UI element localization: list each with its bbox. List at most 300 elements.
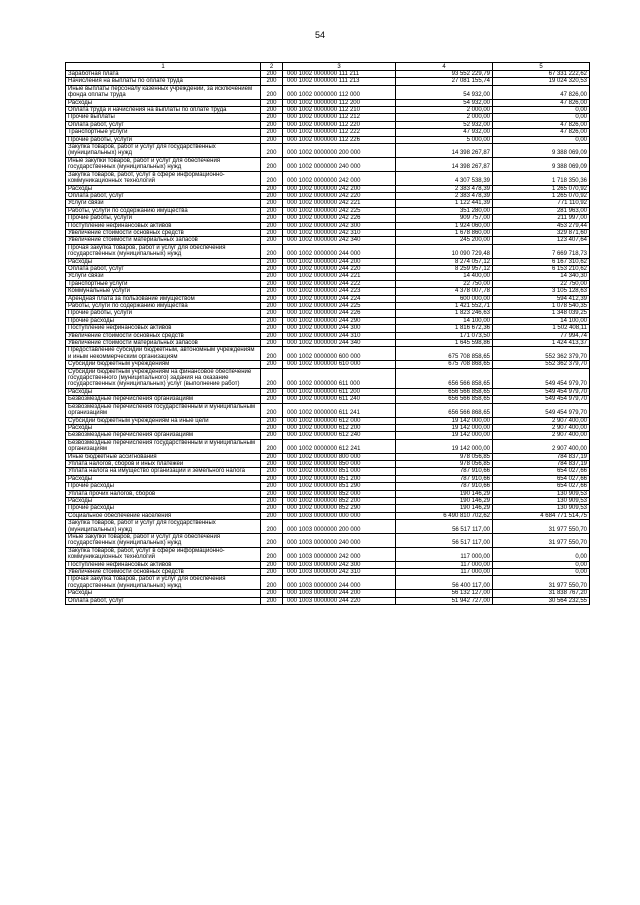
executed-amount: 552 362 379,70 [493, 347, 590, 361]
item-name: Оплата труда и начисления на выплаты по оплате труда [66, 107, 261, 114]
item-name: Оплата работ, услуг [66, 597, 261, 604]
line-code: 200 [261, 317, 283, 324]
item-name: Расходы [66, 388, 261, 395]
line-code: 200 [261, 229, 283, 236]
line-code: 200 [261, 107, 283, 114]
line-code: 200 [261, 207, 283, 214]
approved-amount: 1 678 860,00 [396, 229, 493, 236]
executed-amount: 549 454 979,70 [493, 388, 590, 395]
approved-amount: 117 000,00 [396, 569, 493, 576]
item-name: Иные закупки товаров, работ и услуг для обеспечения государственных (муниципальных) нужд [66, 157, 261, 171]
executed-amount: 31 977 550,70 [493, 520, 590, 534]
item-name: Увеличение стоимости материальных запасов [66, 237, 261, 244]
approved-amount: 19 142 000,00 [396, 424, 493, 431]
item-name: Расходы [66, 424, 261, 431]
budget-classification-code: 000 1002 0000000 244 290 [283, 317, 396, 324]
line-code: 200 [261, 597, 283, 604]
budget-classification-code: 000 1002 0000000 242 200 [283, 185, 396, 192]
budget-classification-code: 000 1003 0000000 000 000 [283, 512, 396, 519]
executed-amount: 0,00 [493, 114, 590, 121]
item-name: Прочие выплаты [66, 114, 261, 121]
item-name: Уплата налога на имущество организаций и земельного налога [66, 468, 261, 475]
executed-amount: 2 907 400,00 [493, 432, 590, 439]
line-code: 200 [261, 561, 283, 568]
executed-amount: 0,00 [493, 569, 590, 576]
line-code: 200 [261, 310, 283, 317]
approved-amount: 656 566 858,65 [396, 368, 493, 388]
item-name: Уплата налогов, сборов и иных платежей [66, 460, 261, 467]
line-code: 200 [261, 361, 283, 368]
approved-amount: 2 383 478,39 [396, 185, 493, 192]
approved-amount: 14 398 267,87 [396, 157, 493, 171]
budget-classification-code: 000 1002 0000000 112 212 [283, 114, 396, 121]
table-row [66, 258, 590, 265]
column-number: 2 [261, 63, 283, 71]
budget-classification-code: 000 1003 0000000 244 220 [283, 597, 396, 604]
executed-amount: 130 909,53 [493, 497, 590, 504]
table-row [66, 497, 590, 504]
executed-amount: 47 826,00 [493, 129, 590, 136]
executed-amount: 771 110,92 [493, 200, 590, 207]
line-code: 200 [261, 468, 283, 475]
table-row [66, 453, 590, 460]
approved-amount: 978 056,85 [396, 453, 493, 460]
approved-amount: 909 757,00 [396, 215, 493, 222]
executed-amount: 0,00 [493, 107, 590, 114]
approved-amount: 5 000,00 [396, 136, 493, 143]
table-row [66, 200, 590, 207]
executed-amount: 47 826,00 [493, 85, 590, 99]
executed-amount: 4 684 771 514,75 [493, 512, 590, 519]
table-row [66, 332, 590, 339]
table-row [66, 460, 590, 467]
approved-amount: 4 307 538,39 [396, 171, 493, 185]
line-code: 200 [261, 590, 283, 597]
line-code: 200 [261, 71, 283, 78]
line-code: 200 [261, 490, 283, 497]
executed-amount: 30 564 232,55 [493, 597, 590, 604]
executed-amount: 281 963,00 [493, 207, 590, 214]
line-code: 200 [261, 340, 283, 347]
line-code: 200 [261, 244, 283, 258]
approved-amount: 22 750,00 [396, 280, 493, 287]
line-code: 200 [261, 439, 283, 453]
line-code: 200 [261, 171, 283, 185]
executed-amount: 1 424 413,37 [493, 340, 590, 347]
executed-amount: 329 871,60 [493, 229, 590, 236]
table-row [66, 114, 590, 121]
table-row [66, 439, 590, 453]
approved-amount: 787 910,66 [396, 483, 493, 490]
item-name: Субсидии бюджетным учреждениям на иные цели [66, 417, 261, 424]
approved-amount: 2 000,00 [396, 114, 493, 121]
table-row [66, 85, 590, 99]
budget-classification-code: 000 1002 0000000 851 200 [283, 475, 396, 482]
approved-amount: 656 566 858,65 [396, 388, 493, 395]
budget-classification-code: 000 1003 0000000 244 200 [283, 590, 396, 597]
table-row [66, 520, 590, 534]
line-code: 200 [261, 265, 283, 272]
table-row [66, 136, 590, 143]
line-code: 200 [261, 475, 283, 482]
line-code: 200 [261, 460, 283, 467]
budget-classification-code: 000 1002 0000000 244 200 [283, 258, 396, 265]
item-name: Оплата работ, услуг [66, 121, 261, 128]
item-name: Оплата работ, услуг [66, 192, 261, 199]
item-name: Увеличение стоимости основных средств [66, 332, 261, 339]
line-code: 200 [261, 332, 283, 339]
item-name: Оплата работ, услуг [66, 265, 261, 272]
approved-amount: 656 566 858,65 [396, 396, 493, 403]
item-name: Предоставление субсидий бюджетным, автономным учреждениям и иным некоммерческим организациям [66, 347, 261, 361]
approved-amount: 27 081 155,74 [396, 78, 493, 85]
budget-classification-code: 000 1002 0000000 200 000 [283, 144, 396, 158]
approved-amount: 2 000,00 [396, 107, 493, 114]
column-number-row [66, 63, 590, 71]
approved-amount: 2 383 478,39 [396, 192, 493, 199]
line-code: 200 [261, 85, 283, 99]
item-name: Иные бюджетные ассигнования [66, 453, 261, 460]
line-code: 200 [261, 157, 283, 171]
table-row [66, 310, 590, 317]
budget-classification-code: 000 1003 0000000 244 000 [283, 576, 396, 590]
item-name: Расходы [66, 99, 261, 106]
approved-amount: 1 816 672,36 [396, 325, 493, 332]
line-code: 200 [261, 569, 283, 576]
budget-classification-code: 000 1002 0000000 111 211 [283, 71, 396, 78]
table-row [66, 388, 590, 395]
budget-classification-code: 000 1002 0000000 112 220 [283, 121, 396, 128]
line-code: 200 [261, 424, 283, 431]
executed-amount: 784 837,19 [493, 453, 590, 460]
table-row [66, 432, 590, 439]
budget-classification-code: 000 1003 0000000 200 000 [283, 520, 396, 534]
budget-classification-code: 000 1002 0000000 611 200 [283, 388, 396, 395]
executed-amount: 6 167 310,62 [493, 258, 590, 265]
budget-table [65, 62, 590, 605]
executed-amount: 130 909,53 [493, 505, 590, 512]
budget-classification-code: 000 1003 0000000 242 310 [283, 569, 396, 576]
table-row [66, 265, 590, 272]
line-code: 200 [261, 432, 283, 439]
approved-amount: 117 000,00 [396, 561, 493, 568]
executed-amount: 549 454 979,70 [493, 396, 590, 403]
executed-amount: 31 977 550,70 [493, 576, 590, 590]
column-number: 1 [66, 63, 261, 71]
table-row [66, 207, 590, 214]
executed-amount: 9 388 069,09 [493, 157, 590, 171]
approved-amount: 1 122 441,39 [396, 200, 493, 207]
approved-amount: 56 132 127,00 [396, 590, 493, 597]
executed-amount: 654 027,66 [493, 483, 590, 490]
budget-classification-code: 000 1003 0000000 242 000 [283, 547, 396, 561]
approved-amount: 600 000,00 [396, 295, 493, 302]
item-name: Прочие работы, услуги [66, 215, 261, 222]
table-row [66, 129, 590, 136]
budget-classification-code: 000 1002 0000000 611 241 [283, 403, 396, 417]
approved-amount: 19 142 000,00 [396, 417, 493, 424]
approved-amount: 19 142 000,00 [396, 432, 493, 439]
approved-amount: 19 142 000,00 [396, 439, 493, 453]
table-row [66, 99, 590, 106]
line-code: 200 [261, 547, 283, 561]
item-name: Расходы [66, 185, 261, 192]
item-name: Прочие работы, услуги [66, 136, 261, 143]
table-row [66, 361, 590, 368]
column-number: 4 [396, 63, 493, 71]
item-name: Увеличение стоимости материальных запасов [66, 340, 261, 347]
executed-amount: 1 078 540,35 [493, 303, 590, 310]
approved-amount: 4 378 007,78 [396, 288, 493, 295]
budget-classification-code: 000 1002 0000000 112 222 [283, 129, 396, 136]
approved-amount: 1 645 598,86 [396, 340, 493, 347]
line-code: 200 [261, 417, 283, 424]
column-number: 5 [493, 63, 590, 71]
budget-classification-code: 000 1002 0000000 242 225 [283, 207, 396, 214]
budget-classification-code: 000 1002 0000000 852 200 [283, 497, 396, 504]
table-row [66, 490, 590, 497]
item-name: Арендная плата за пользование имуществом [66, 295, 261, 302]
table-row [66, 317, 590, 324]
item-name: Безвозмездные перечисления организациям [66, 396, 261, 403]
table-row [66, 280, 590, 287]
line-code: 200 [261, 453, 283, 460]
budget-classification-code: 000 1002 0000000 611 240 [283, 396, 396, 403]
line-code: 200 [261, 280, 283, 287]
line-code: 200 [261, 215, 283, 222]
item-name: Прочая закупка товаров, работ и услуг для обеспечения государственных (муниципальных) нужд [66, 576, 261, 590]
approved-amount: 47 932,00 [396, 129, 493, 136]
item-name: Закупка товаров, работ, услуг в сфере информационно-коммуникационных технологий [66, 171, 261, 185]
approved-amount: 1 823 246,63 [396, 310, 493, 317]
budget-classification-code: 000 1002 0000000 850 000 [283, 460, 396, 467]
executed-amount: 549 454 979,70 [493, 368, 590, 388]
approved-amount: 14 400,00 [396, 273, 493, 280]
budget-classification-code: 000 1002 0000000 244 225 [283, 303, 396, 310]
table-row [66, 121, 590, 128]
item-name: Безвозмездные перечисления организациям [66, 432, 261, 439]
item-name: Социальное обеспечение населения [66, 512, 261, 519]
table-row [66, 505, 590, 512]
approved-amount: 8 274 057,12 [396, 258, 493, 265]
item-name: Транспортные услуги [66, 280, 261, 287]
approved-amount: 787 910,66 [396, 468, 493, 475]
item-name: Прочие расходы [66, 483, 261, 490]
item-name: Поступление нефинансовых активов [66, 222, 261, 229]
line-code: 200 [261, 185, 283, 192]
executed-amount: 549 454 979,70 [493, 403, 590, 417]
executed-amount: 130 909,53 [493, 490, 590, 497]
approved-amount: 56 517 117,00 [396, 534, 493, 548]
budget-classification-code: 000 1002 0000000 612 240 [283, 432, 396, 439]
budget-classification-code: 000 1002 0000000 851 000 [283, 468, 396, 475]
approved-amount: 56 517 117,00 [396, 520, 493, 534]
executed-amount: 1 502 408,11 [493, 325, 590, 332]
item-name: Иные выплаты персоналу казенных учреждений, за исключением фонда оплаты труда [66, 85, 261, 99]
approved-amount: 6 490 810 702,62 [396, 512, 493, 519]
executed-amount: 211 997,00 [493, 215, 590, 222]
item-name: Субсидии бюджетным учреждениям [66, 361, 261, 368]
approved-amount: 675 708 868,65 [396, 361, 493, 368]
approved-amount: 52 932,00 [396, 121, 493, 128]
executed-amount: 594 412,39 [493, 295, 590, 302]
table-row [66, 71, 590, 78]
line-code: 200 [261, 534, 283, 548]
budget-classification-code: 000 1002 0000000 242 000 [283, 171, 396, 185]
executed-amount: 1 348 039,25 [493, 310, 590, 317]
budget-classification-code: 000 1002 0000000 240 000 [283, 157, 396, 171]
executed-amount: 7 669 718,73 [493, 244, 590, 258]
table-row [66, 340, 590, 347]
item-name: Прочие расходы [66, 317, 261, 324]
budget-classification-code: 000 1002 0000000 242 226 [283, 215, 396, 222]
executed-amount: 784 837,19 [493, 460, 590, 467]
table-row [66, 468, 590, 475]
item-name: Услуги связи [66, 273, 261, 280]
line-code: 200 [261, 258, 283, 265]
table-row [66, 222, 590, 229]
item-name: Работы, услуги по содержанию имущества [66, 303, 261, 310]
table-row [66, 215, 590, 222]
executed-amount: 1 265 070,92 [493, 192, 590, 199]
executed-amount: 22 750,00 [493, 280, 590, 287]
executed-amount: 9 388 069,09 [493, 144, 590, 158]
item-name: Увеличение стоимости основных средств [66, 569, 261, 576]
item-name: Начисления на выплаты по оплате труда [66, 78, 261, 85]
approved-amount: 54 932,00 [396, 99, 493, 106]
item-name: Расходы [66, 475, 261, 482]
table-row [66, 597, 590, 604]
line-code: 200 [261, 99, 283, 106]
line-code: 200 [261, 347, 283, 361]
budget-classification-code: 000 1002 0000000 612 200 [283, 424, 396, 431]
item-name: Прочая закупка товаров, работ и услуг для обеспечения государственных (муниципальных) нужд [66, 244, 261, 258]
table-row [66, 347, 590, 361]
item-name: Прочие расходы [66, 505, 261, 512]
line-code: 200 [261, 396, 283, 403]
item-name: Расходы [66, 258, 261, 265]
line-code: 200 [261, 576, 283, 590]
budget-classification-code: 000 1002 0000000 242 221 [283, 200, 396, 207]
budget-classification-code: 000 1002 0000000 112 000 [283, 85, 396, 99]
budget-classification-code: 000 1002 0000000 244 222 [283, 280, 396, 287]
line-code: 200 [261, 121, 283, 128]
table-row [66, 185, 590, 192]
table-row [66, 192, 590, 199]
table-row [66, 273, 590, 280]
line-code: 200 [261, 303, 283, 310]
table-row [66, 475, 590, 482]
budget-classification-code: 000 1002 0000000 112 200 [283, 99, 396, 106]
approved-amount: 171 073,50 [396, 332, 493, 339]
line-code: 200 [261, 273, 283, 280]
budget-classification-code: 000 1002 0000000 600 000 [283, 347, 396, 361]
table-row [66, 157, 590, 171]
approved-amount: 1 421 552,71 [396, 303, 493, 310]
table-row [66, 237, 590, 244]
budget-classification-code: 000 1002 0000000 244 220 [283, 265, 396, 272]
line-code: 200 [261, 200, 283, 207]
executed-amount: 2 907 400,00 [493, 424, 590, 431]
approved-amount: 14 398 267,87 [396, 144, 493, 158]
line-code: 200 [261, 237, 283, 244]
executed-amount: 453 279,44 [493, 222, 590, 229]
line-code: 200 [261, 192, 283, 199]
item-name: Заработная плата [66, 71, 261, 78]
item-name: Расходы [66, 497, 261, 504]
executed-amount: 552 362 379,70 [493, 361, 590, 368]
executed-amount: 654 027,66 [493, 468, 590, 475]
budget-classification-code: 000 1002 0000000 244 224 [283, 295, 396, 302]
line-code: 200 [261, 78, 283, 85]
table-row [66, 144, 590, 158]
budget-classification-code: 000 1003 0000000 242 300 [283, 561, 396, 568]
approved-amount: 56 400 117,00 [396, 576, 493, 590]
table-row [66, 229, 590, 236]
table-row [66, 512, 590, 519]
approved-amount: 51 942 727,00 [396, 597, 493, 604]
approved-amount: 14 100,00 [396, 317, 493, 324]
executed-amount: 6 153 210,62 [493, 265, 590, 272]
executed-amount: 31 977 550,70 [493, 534, 590, 548]
line-code: 200 [261, 505, 283, 512]
table-row [66, 288, 590, 295]
item-name: Закупка товаров, работ, услуг в сфере информационно-коммуникационных технологий [66, 547, 261, 561]
column-number: 3 [283, 63, 396, 71]
executed-amount: 0,00 [493, 561, 590, 568]
approved-amount: 8 259 957,12 [396, 265, 493, 272]
table-row [66, 107, 590, 114]
executed-amount: 1 265 070,92 [493, 185, 590, 192]
table-row [66, 396, 590, 403]
executed-amount: 654 027,66 [493, 475, 590, 482]
executed-amount: 19 024 320,53 [493, 78, 590, 85]
budget-classification-code: 000 1002 0000000 612 241 [283, 439, 396, 453]
approved-amount: 245 200,00 [396, 237, 493, 244]
item-name: Расходы [66, 590, 261, 597]
table-row [66, 424, 590, 431]
line-code: 200 [261, 222, 283, 229]
line-code: 200 [261, 325, 283, 332]
approved-amount: 787 910,66 [396, 475, 493, 482]
item-name: Увеличение стоимости основных средств [66, 229, 261, 236]
executed-amount: 47 826,00 [493, 99, 590, 106]
item-name: Закупка товаров, работ и услуг для государственных (муниципальных) нужд [66, 520, 261, 534]
budget-classification-code: 000 1002 0000000 610 000 [283, 361, 396, 368]
budget-classification-code: 000 1002 0000000 244 340 [283, 340, 396, 347]
executed-amount: 14 340,30 [493, 273, 590, 280]
executed-amount: 1 718 350,36 [493, 171, 590, 185]
budget-classification-code: 000 1002 0000000 611 000 [283, 368, 396, 388]
line-code: 200 [261, 388, 283, 395]
approved-amount: 93 552 229,79 [396, 71, 493, 78]
approved-amount: 1 924 060,00 [396, 222, 493, 229]
executed-amount: 47 826,00 [493, 121, 590, 128]
line-code: 200 [261, 295, 283, 302]
approved-amount: 190 146,29 [396, 497, 493, 504]
budget-classification-code: 000 1002 0000000 852 000 [283, 490, 396, 497]
approved-amount: 117 000,00 [396, 547, 493, 561]
executed-amount: 31 838 767,20 [493, 590, 590, 597]
line-code: 200 [261, 483, 283, 490]
executed-amount: 3 105 128,63 [493, 288, 590, 295]
table-row [66, 325, 590, 332]
item-name: Безвозмездные перечисления государственным и муниципальным организациям [66, 439, 261, 453]
item-name: Субсидии бюджетным учреждениям на финансовое обеспечение государственного (муниципального) задания на оказание государственных (муниципальных) услуг (выполнение работ) [66, 368, 261, 388]
budget-classification-code: 000 1002 0000000 612 000 [283, 417, 396, 424]
budget-classification-code: 000 1002 0000000 112 226 [283, 136, 396, 143]
table-row [66, 590, 590, 597]
